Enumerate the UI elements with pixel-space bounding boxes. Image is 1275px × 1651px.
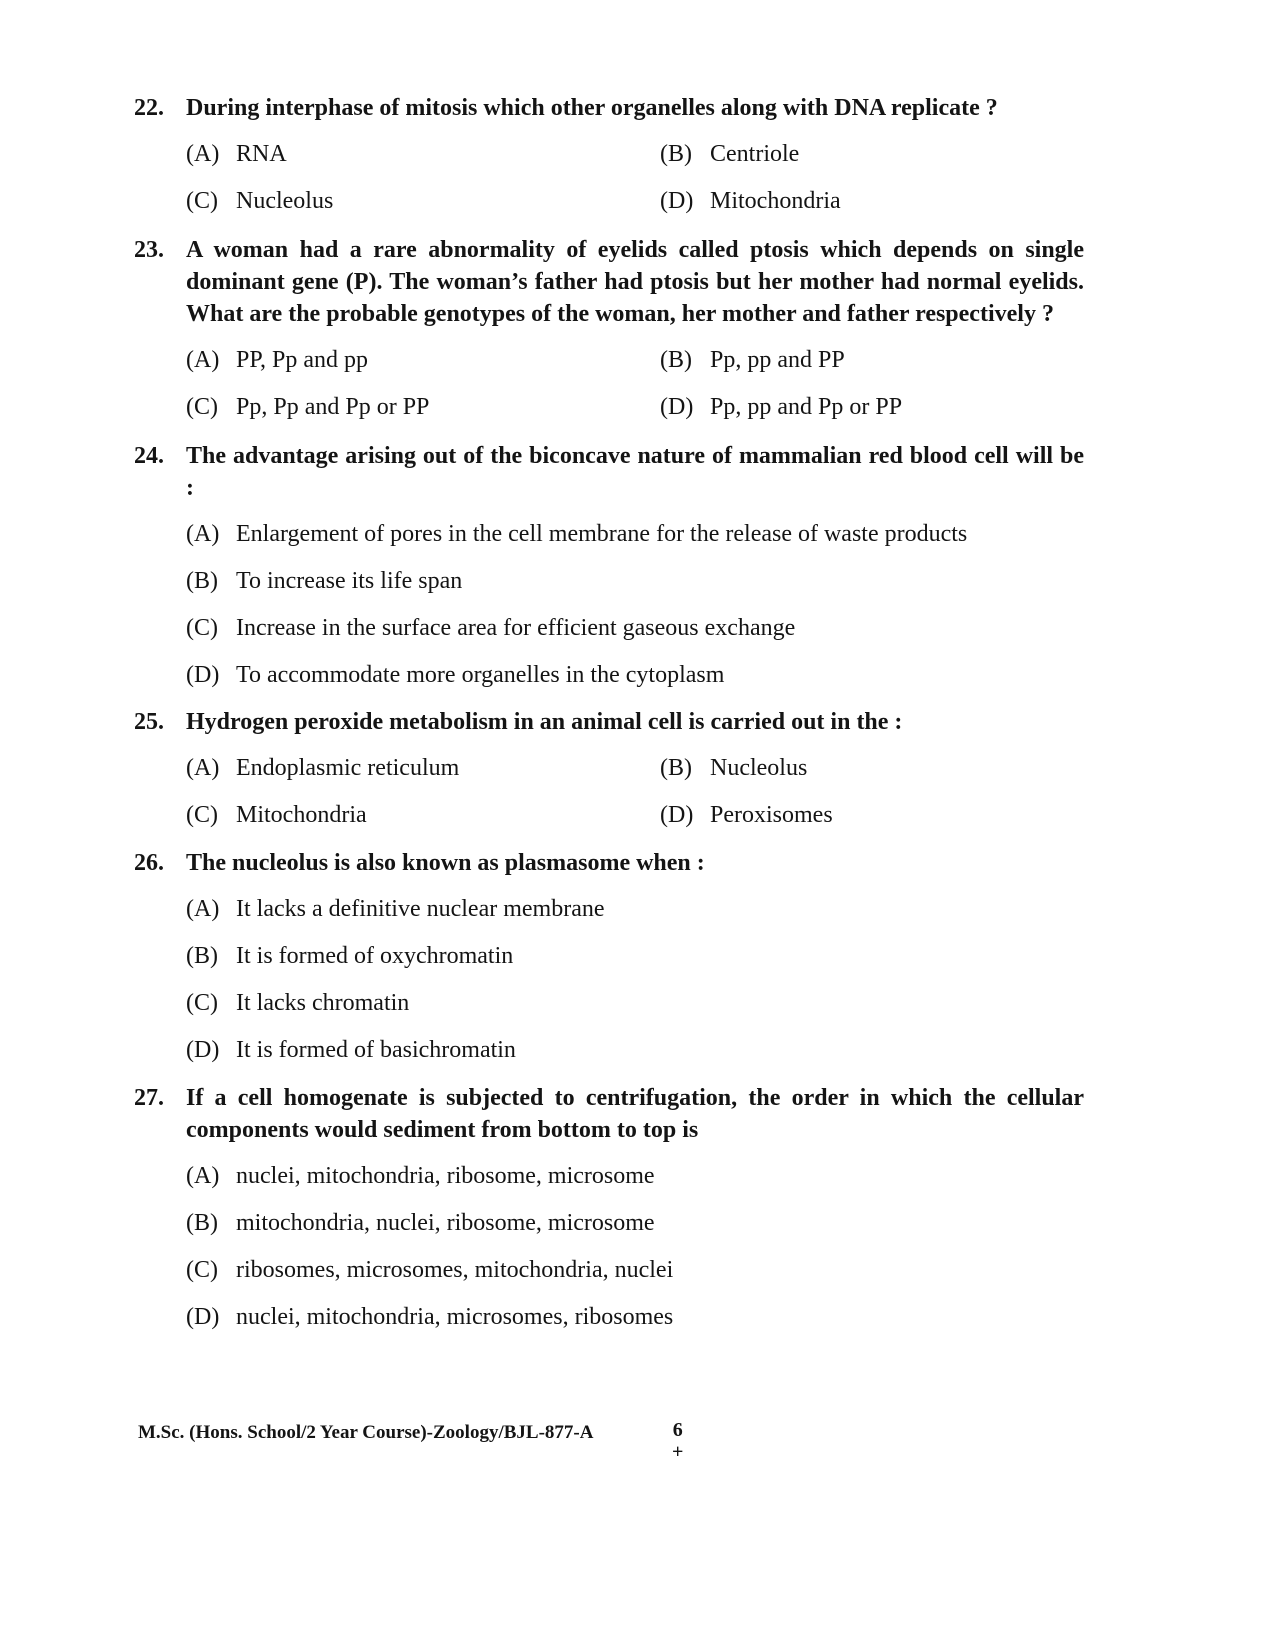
option-text: nuclei, mitochondria, ribosome, microsome xyxy=(236,1163,655,1189)
option-a xyxy=(186,346,660,374)
option-text: Nucleolus xyxy=(236,188,334,214)
option-label: (B) xyxy=(186,568,218,594)
option-text: Pp, Pp and Pp or PP xyxy=(236,394,430,420)
option-label: (A) xyxy=(186,347,220,373)
option-text: It lacks a definitive nuclear membrane xyxy=(236,896,605,922)
question-26 xyxy=(134,847,1084,1064)
question-24 xyxy=(134,440,1084,689)
question-number: 22. xyxy=(134,95,164,121)
option-text: Endoplasmic reticulum xyxy=(236,755,460,781)
option-text: PP, Pp and pp xyxy=(236,347,369,373)
option-text: nuclei, mitochondria, microsomes, ribosomes xyxy=(236,1304,674,1330)
question-text: During interphase of mitosis which other organelles along with DNA replicate ? xyxy=(186,95,998,121)
option-b xyxy=(186,567,1084,595)
question-number: 26. xyxy=(134,850,164,876)
option-c xyxy=(186,393,660,421)
question-number: 27. xyxy=(134,1085,164,1111)
option-label: (A) xyxy=(186,521,220,547)
page-mark: + xyxy=(672,1441,684,1463)
option-text: ribosomes, microsomes, mitochondria, nuclei xyxy=(236,1257,674,1283)
question-text: The advantage arising out of the biconcave nature of mammalian red blood cell will be : xyxy=(186,443,1084,501)
question-text: A woman had a rare abnormality of eyelids called ptosis which depends on single dominant gene (P). The woman’s father had ptosis but her mother had normal eyelids. What are the probable genotypes of the woman, her mother and father respectively ? xyxy=(186,237,1084,327)
option-label: (D) xyxy=(660,188,694,214)
option-text: Peroxisomes xyxy=(710,802,833,828)
question-text: The nucleolus is also known as plasmasome when : xyxy=(186,850,705,876)
option-text: Pp, pp and PP xyxy=(710,347,845,373)
option-text: Nucleolus xyxy=(710,755,808,781)
option-text: To increase its life span xyxy=(236,568,463,594)
option-c xyxy=(186,989,1084,1017)
option-label: (D) xyxy=(660,394,694,420)
question-22 xyxy=(134,92,1084,215)
option-b xyxy=(660,346,1084,374)
option-text: Centriole xyxy=(710,141,800,167)
page-number-block xyxy=(672,1419,683,1463)
option-text: It is formed of oxychromatin xyxy=(236,943,514,969)
option-label: (A) xyxy=(186,755,220,781)
option-a xyxy=(186,140,660,168)
question-number: 25. xyxy=(134,709,164,735)
option-label: (A) xyxy=(186,1163,220,1189)
option-label: (B) xyxy=(186,943,218,969)
option-label: (D) xyxy=(186,1304,220,1330)
option-c xyxy=(186,187,660,215)
option-label: (A) xyxy=(186,896,220,922)
question-25 xyxy=(134,706,1084,829)
option-label: (C) xyxy=(186,802,218,828)
option-text: Mitochondria xyxy=(236,802,367,828)
option-text: RNA xyxy=(236,141,287,167)
option-label: (B) xyxy=(660,347,692,373)
page-number: 6 xyxy=(672,1419,683,1441)
option-a xyxy=(186,754,660,782)
option-d xyxy=(660,801,1084,829)
option-label: (B) xyxy=(660,141,692,167)
question-text: If a cell homogenate is subjected to centrifugation, the order in which the cellular components would sediment from bottom to top is xyxy=(186,1085,1084,1143)
option-c xyxy=(186,1256,1084,1284)
option-label: (C) xyxy=(186,615,218,641)
option-label: (C) xyxy=(186,990,218,1016)
option-label: (D) xyxy=(660,802,694,828)
option-label: (C) xyxy=(186,188,218,214)
option-b xyxy=(186,1209,1084,1237)
question-number: 24. xyxy=(134,443,164,469)
option-label: (B) xyxy=(660,755,692,781)
option-text: Enlargement of pores in the cell membrane for the release of waste products xyxy=(236,521,968,547)
option-d xyxy=(186,1036,1084,1064)
option-b xyxy=(660,754,1084,782)
question-23 xyxy=(134,234,1084,421)
option-d xyxy=(186,1303,1084,1331)
option-c xyxy=(186,801,660,829)
option-text: To accommodate more organelles in the cytoplasm xyxy=(236,662,725,688)
option-text: Increase in the surface area for efficient gaseous exchange xyxy=(236,615,796,641)
option-a xyxy=(186,1162,1084,1190)
option-b xyxy=(660,140,1084,168)
option-text: Pp, pp and Pp or PP xyxy=(710,394,903,420)
option-label: (D) xyxy=(186,662,220,688)
option-text: Mitochondria xyxy=(710,188,841,214)
option-c xyxy=(186,614,1084,642)
option-text: It lacks chromatin xyxy=(236,990,410,1016)
option-label: (D) xyxy=(186,1037,220,1063)
option-text: It is formed of basichromatin xyxy=(236,1037,516,1063)
option-d xyxy=(660,187,1084,215)
question-text: Hydrogen peroxide metabolism in an animal cell is carried out in the : xyxy=(186,709,903,735)
option-d xyxy=(186,661,1084,689)
footer-course-code: M.Sc. (Hons. School/2 Year Course)-Zoology/BJL-877-A xyxy=(138,1422,594,1443)
question-27 xyxy=(134,1082,1084,1331)
question-number: 23. xyxy=(134,237,164,263)
option-label: (C) xyxy=(186,1257,218,1283)
option-d xyxy=(660,393,1084,421)
option-label: (B) xyxy=(186,1210,218,1236)
option-b xyxy=(186,942,1084,970)
option-label: (A) xyxy=(186,141,220,167)
option-label: (C) xyxy=(186,394,218,420)
option-text: mitochondria, nuclei, ribosome, microsome xyxy=(236,1210,655,1236)
option-a xyxy=(186,520,1084,548)
option-a xyxy=(186,895,1084,923)
